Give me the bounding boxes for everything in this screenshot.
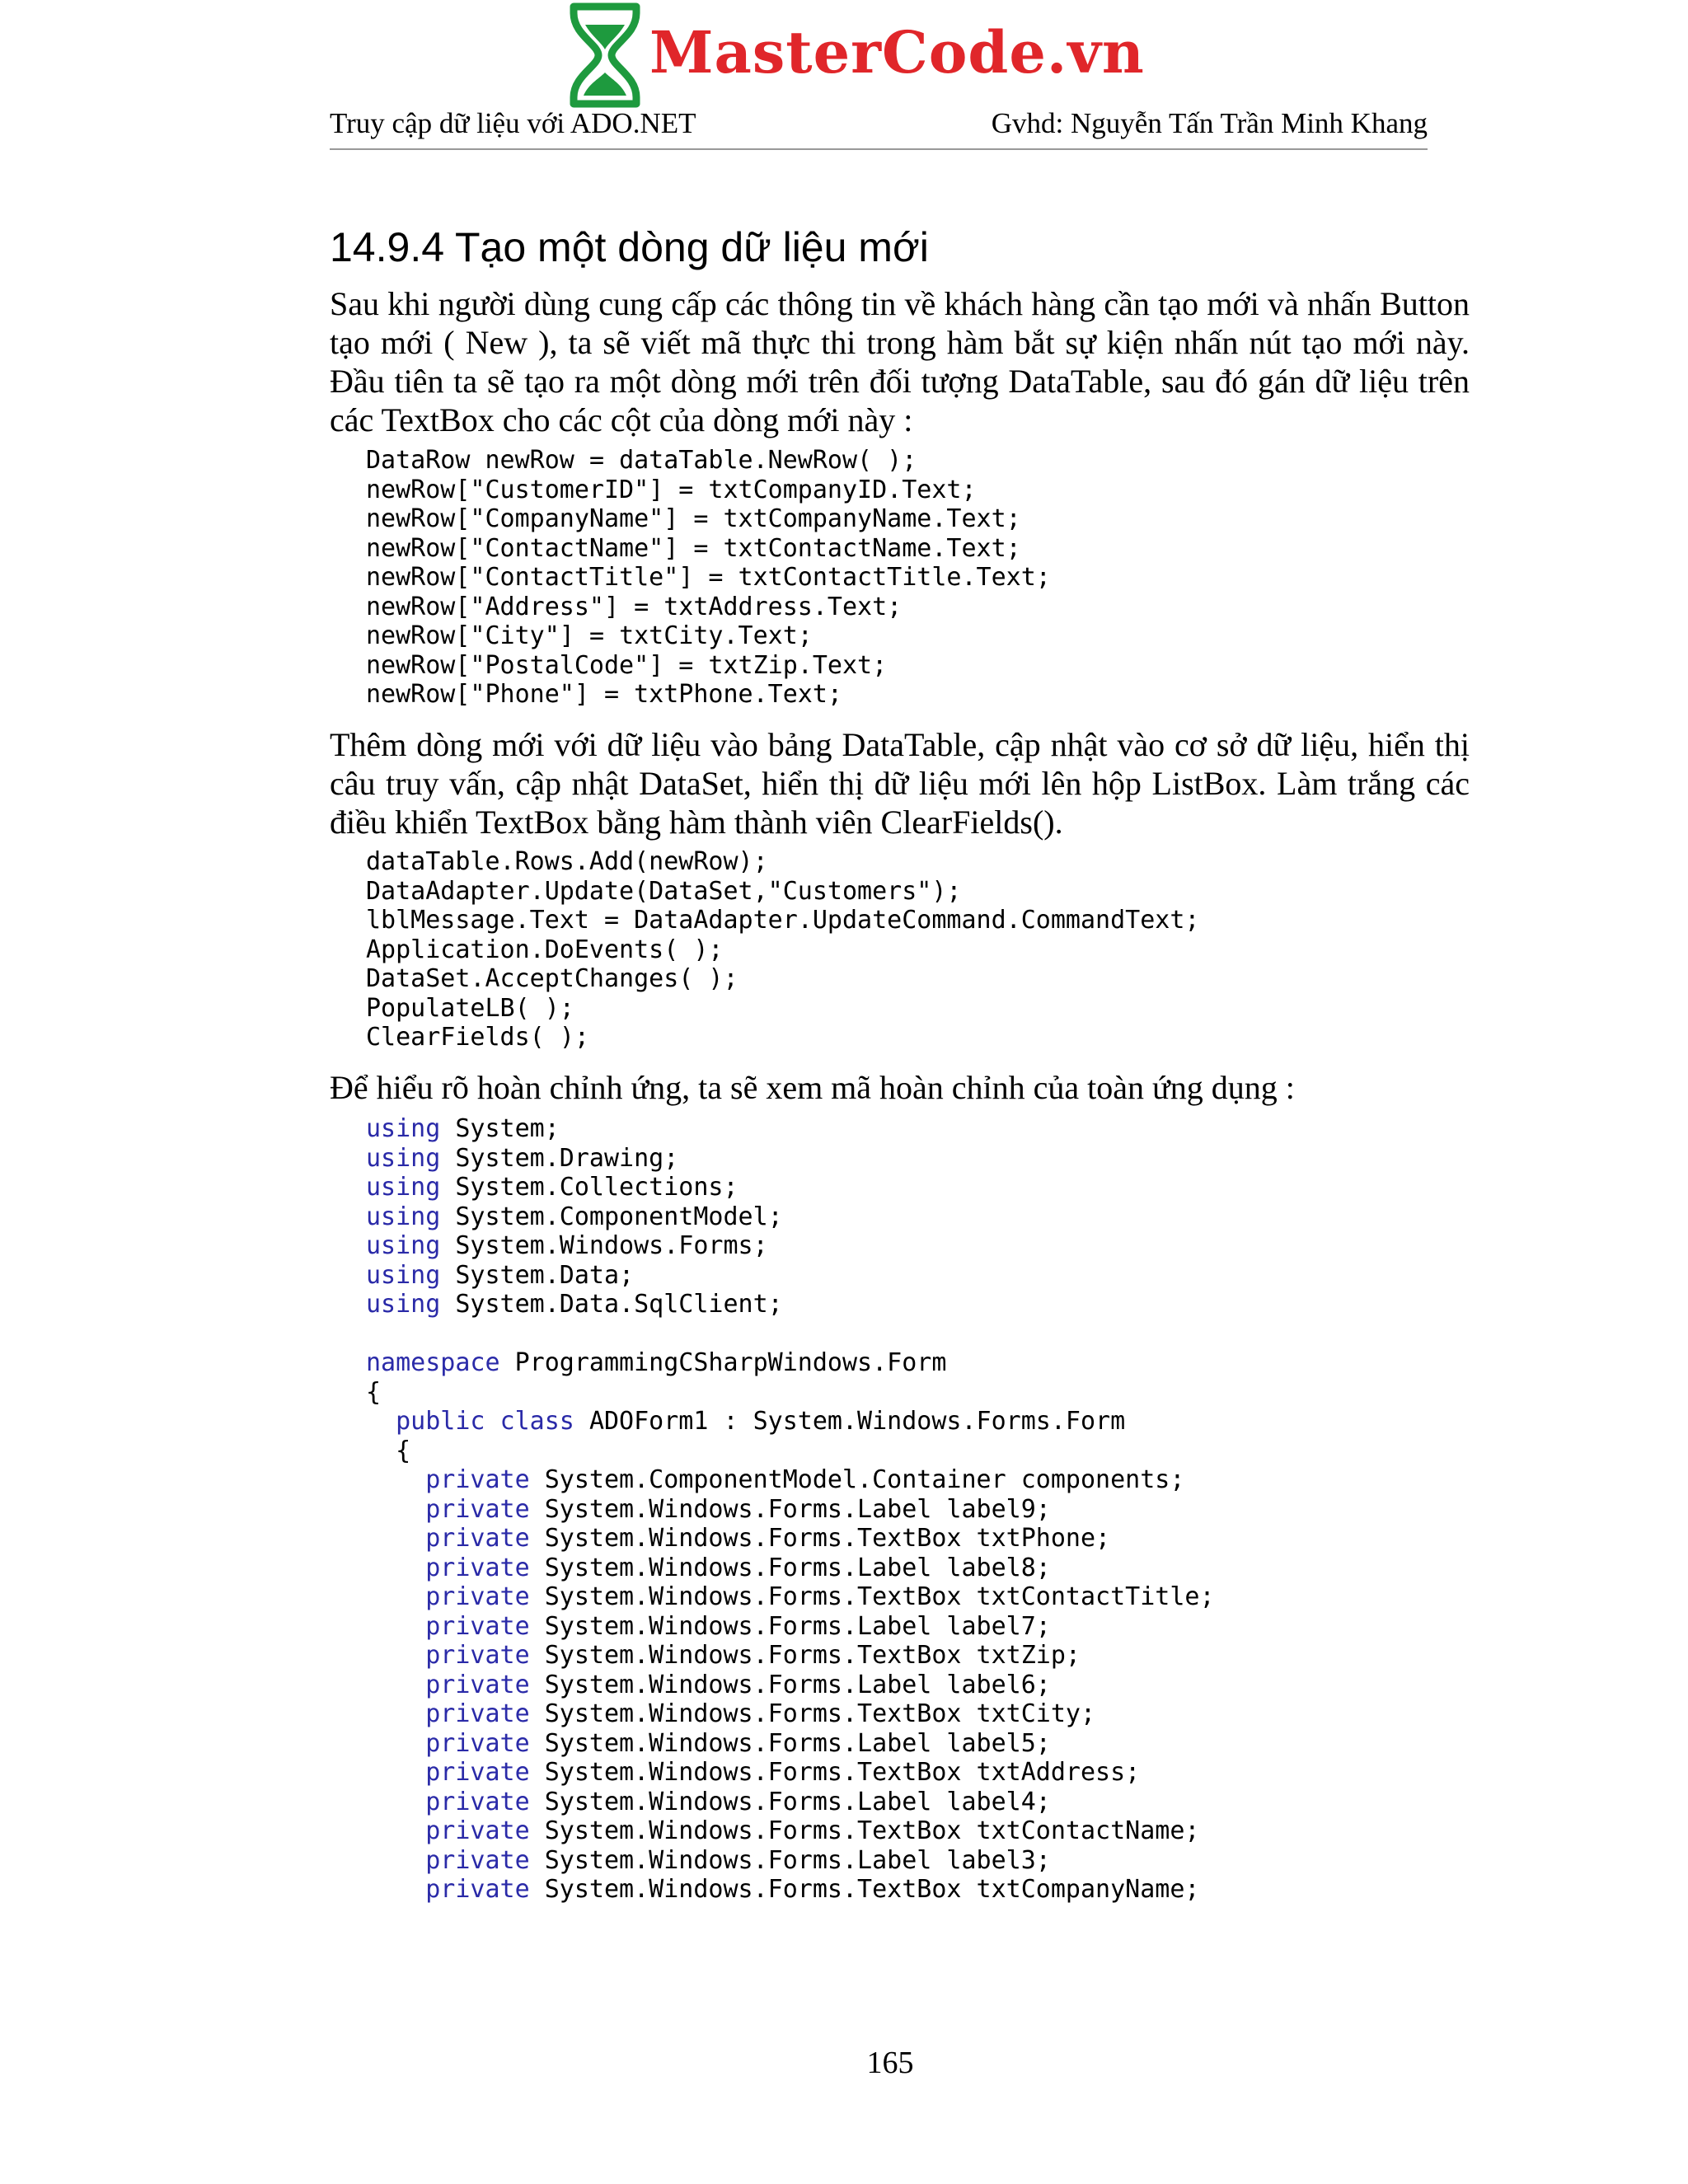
code-line: newRow["ContactName"] = txtContactName.Text; [366,533,1021,563]
code-line: private System.Windows.Forms.Label label4; [425,1787,1051,1816]
code-line: using System.Windows.Forms; [366,1231,768,1260]
code-line: PopulateLB( ); [366,993,574,1023]
code-line: private System.Windows.Forms.TextBox txtContactTitle; [425,1582,1215,1611]
code-line: private System.Windows.Forms.Label label6; [425,1670,1051,1699]
paragraph-full-code: Để hiểu rõ hoàn chỉnh ứng, ta sẽ xem mã hoàn chỉnh của toàn ứng dụng : [330,1069,1295,1106]
code-line: private System.Windows.Forms.Label label3; [425,1845,1051,1875]
code-line: private System.Windows.Forms.TextBox txtContactName; [425,1816,1200,1845]
code-line: Application.DoEvents( ); [366,935,724,964]
logo [567,2,1145,109]
code-line: private System.Windows.Forms.TextBox txtCity; [425,1699,1096,1728]
hourglass-icon [567,2,643,109]
page-number: 165 [866,2046,914,2080]
code-line: using System.Data.SqlClient; [366,1290,783,1319]
code-line: private System.Windows.Forms.Label label8; [425,1553,1051,1582]
logo-text: MasterCode.vn [649,18,1145,87]
header-left-title: Truy cập dữ liệu với ADO.NET [330,107,696,139]
code-line: newRow["PostalCode"] = txtZip.Text; [366,650,888,680]
section-title: 14.9.4 Tạo một dòng dữ liệu mới [330,224,929,270]
code-line: private System.Windows.Forms.TextBox txtZip; [425,1641,1081,1670]
code-line: private System.Windows.Forms.TextBox txtPhone; [425,1524,1111,1553]
code-line [366,1319,1215,1349]
code-line: private System.ComponentModel.Container components; [425,1465,1185,1494]
code-line: { [396,1436,411,1465]
paragraph-add-row: Thêm dòng mới với dữ liệu vào bảng DataTable, cập nhật vào cơ sở dữ liệu, hiển thị câu truy vấn, cập nhật DataSet, hiển thị dữ liệu mới lên hộp ListBox. Làm trắng các điều khiển TextBox bằng hàm thành viên ClearFields(). [330,726,1470,841]
code-line: private System.Windows.Forms.Label label7; [425,1611,1051,1641]
header-divider [330,148,1428,150]
code-line: newRow["Phone"] = txtPhone.Text; [366,680,842,709]
code-line: newRow["ContactTitle"] = txtContactTitle.Text; [366,563,1051,592]
code-line: DataAdapter.Update(DataSet,"Customers"); [366,876,962,906]
code-block-update [366,847,1199,1052]
code-line: { [366,1377,382,1407]
header-right-author: Gvhd: Nguyễn Tấn Trần Minh Khang [991,107,1428,139]
code-line: lblMessage.Text = DataAdapter.UpdateCommand.CommandText; [366,906,1200,935]
code-line: using System.Drawing; [366,1143,679,1173]
code-line: dataTable.Rows.Add(newRow); [366,847,768,876]
code-line: newRow["CompanyName"] = txtCompanyName.Text; [366,504,1021,533]
code-line: private System.Windows.Forms.Label label9; [425,1494,1051,1524]
code-line: public class ADOForm1 : System.Windows.Forms.Form [396,1407,1126,1436]
code-line: using System.Data; [366,1260,635,1290]
code-line: newRow["Address"] = txtAddress.Text; [366,592,903,621]
code-block-full-listing [366,1114,1215,1905]
code-line: newRow["City"] = txtCity.Text; [366,621,813,650]
code-line: DataSet.AcceptChanges( ); [366,964,738,993]
code-line: using System.ComponentModel; [366,1202,783,1231]
code-line: using System; [366,1114,560,1143]
code-line: ClearFields( ); [366,1023,589,1052]
code-line: DataRow newRow = dataTable.NewRow( ); [366,446,917,475]
code-line: namespace ProgrammingCSharpWindows.Form [366,1348,947,1377]
paragraph-intro: Sau khi người dùng cung cấp các thông tin về khách hàng cần tạo mới và nhấn Button tạo mới ( New ), ta sẽ viết mã thực thi trong hàm bắt sự kiện nhấn nút tạo mới này. Đầu tiên ta sẽ tạo ra một dòng mới trên đối tượng DataTable, sau đó gán dữ liệu trên các TextBox cho các cột của dòng mới này : [330,285,1470,438]
code-line: newRow["CustomerID"] = txtCompanyID.Text; [366,475,977,504]
code-line: private System.Windows.Forms.TextBox txtCompanyName; [425,1875,1200,1904]
code-block-new-row [366,446,1051,710]
code-line: using System.Collections; [366,1173,738,1202]
code-line: private System.Windows.Forms.TextBox txtAddress; [425,1758,1141,1787]
code-line: private System.Windows.Forms.Label label5; [425,1728,1051,1758]
